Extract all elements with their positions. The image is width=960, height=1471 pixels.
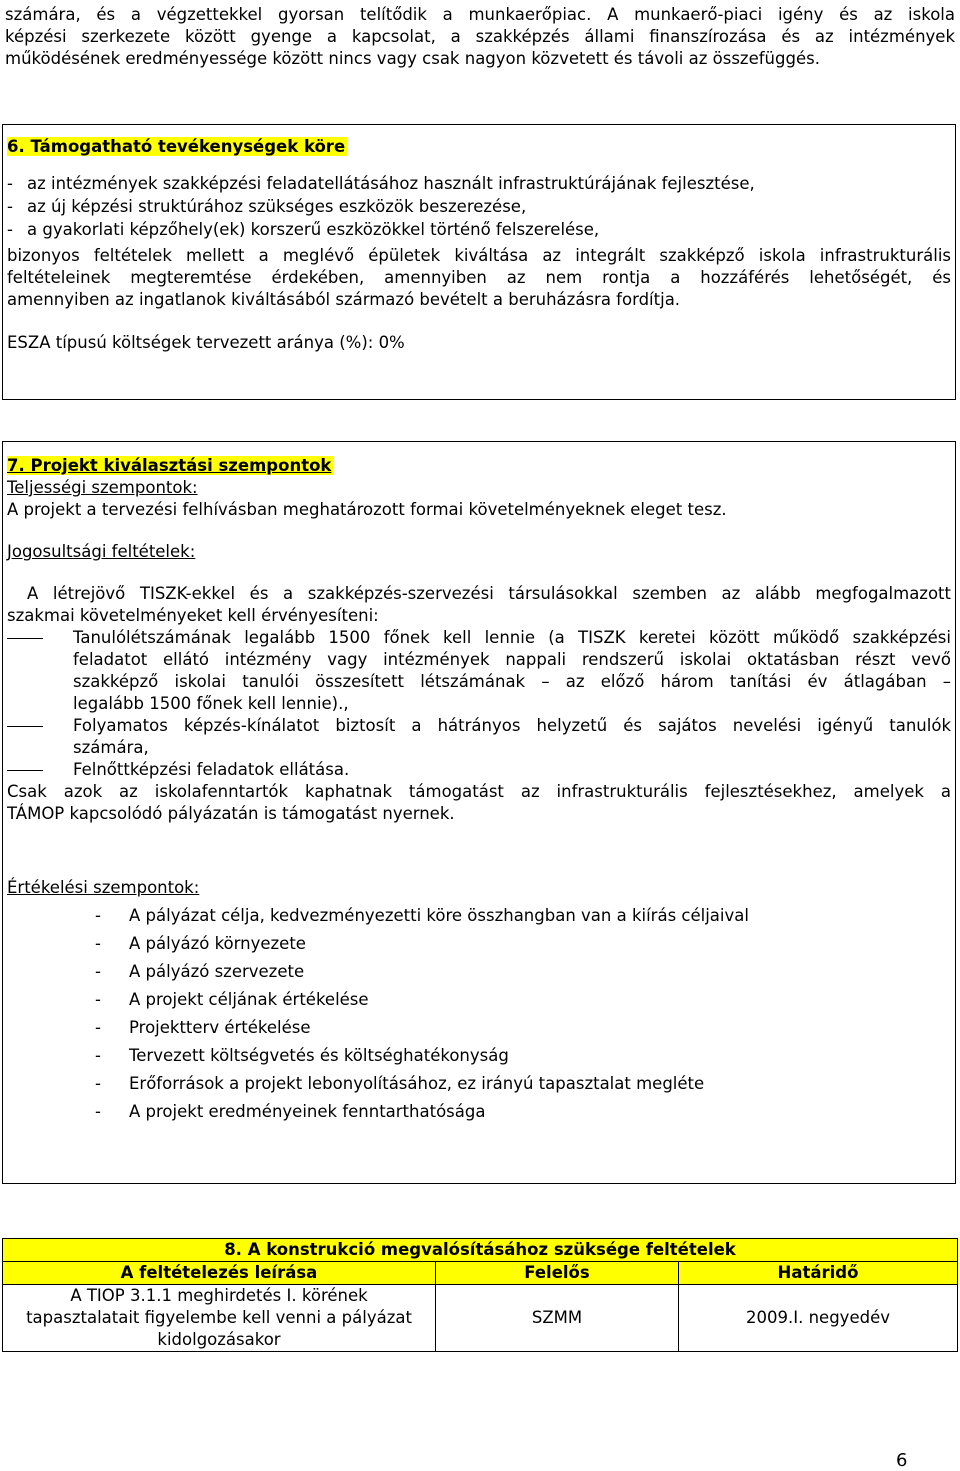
activity-item — [7, 219, 951, 241]
section-8-heading: 8. A konstrukció megvalósításához szüksége feltételek — [3, 1239, 958, 1262]
description-line: tapasztalatait figyelembe kell venni a pályázat — [26, 1308, 412, 1327]
activity-text: az intézmények szakképzési feladatellátásához használt infrastruktúrájának fejlesztése, — [27, 174, 755, 193]
bullet-line: Folyamatos képzés-kínálatot biztosít a hátrányos helyzetű és sajátos nevelési igényű tanulók — [73, 716, 951, 735]
intro-paragraph — [5, 4, 955, 70]
evaluation-text: Erőforrások a projekt lebonyolításához, ez irányú tapasztalat megléte — [129, 1074, 705, 1093]
column-header-deadline: Határidő — [679, 1262, 958, 1285]
dash-marker: - — [95, 962, 101, 981]
evaluation-text: Projektterv értékelése — [129, 1018, 311, 1037]
evaluation-list — [7, 905, 951, 1129]
eligibility-label: Jogosultsági feltételek: — [7, 542, 196, 561]
evaluation-item — [7, 1017, 951, 1045]
dash-marker: - — [95, 934, 101, 953]
paragraph-line: feltételeinek megteremtése érdekében, amennyiben az nem rontja a hozzáférés lehetőségét, és — [7, 268, 951, 287]
conditions-table — [2, 1238, 958, 1352]
description-cell — [3, 1285, 436, 1352]
evaluation-item — [7, 905, 951, 933]
column-header-description: A feltételezés leírása — [3, 1262, 436, 1285]
activity-text: az új képzési struktúrához szükséges eszközök beszerezése, — [27, 197, 527, 216]
column-header-responsible: Felelős — [436, 1262, 679, 1285]
evaluation-text: A pályázó környezete — [129, 934, 306, 953]
dash-marker: - — [95, 990, 101, 1009]
dash-marker — [7, 627, 73, 715]
intro-line: képzési szerkezete között gyenge a kapcsolat, a szakképzés állami finanszírozása és az intézmények — [5, 27, 955, 46]
evaluation-text: A projekt eredményeinek fenntarthatósága — [129, 1102, 486, 1121]
bullet-line: Tanulólétszámának legalább 1500 főnek kell lennie (a TISZK keretei között működő szakképzési — [73, 628, 951, 647]
bullet-line: szakképző iskolai tanulói összesített létszámának – az előző három tanítási év átlagában – — [73, 672, 951, 691]
activity-text: a gyakorlati képzőhely(ek) korszerű eszközökkel történő felszerelése, — [27, 220, 600, 239]
description-line: A TIOP 3.1.1 meghirdetés I. körének — [70, 1286, 368, 1305]
bullet-line: feladatot ellátó intézmény vagy intézmények nappali rendszerű iskolai oktatásban részt vevő — [73, 650, 951, 669]
evaluation-text: A pályázat célja, kedvezményezetti köre összhangban van a kiírás céljaival — [129, 906, 749, 925]
eligibility-bullet — [7, 759, 951, 781]
bullet-line: számára, — [73, 738, 149, 757]
dash-marker — [7, 715, 73, 759]
section-7-heading: 7. Projekt kiválasztási szempontok — [7, 456, 332, 475]
eligibility-bullet — [7, 627, 951, 715]
dash-marker: - — [95, 906, 101, 925]
table-row — [3, 1285, 958, 1352]
intro-line: működésének eredményessége között nincs vagy csak nagyon közvetett és távoli az összefüggés. — [5, 49, 820, 68]
completeness-label: Teljességi szempontok: — [7, 478, 198, 497]
evaluation-item — [7, 989, 951, 1017]
evaluation-item — [7, 961, 951, 989]
evaluation-item — [7, 1045, 951, 1073]
paragraph-line: amennyiben az ingatlanok kiváltásából származó bevételt a beruházásra fordítja. — [7, 290, 681, 309]
dash-marker: - — [95, 1102, 101, 1121]
evaluation-item — [7, 1073, 951, 1101]
dash-marker: - — [95, 1074, 101, 1093]
section-6-heading: 6. Támogatható tevékenységek köre — [7, 137, 346, 156]
evaluation-item — [7, 1101, 951, 1129]
support-text: Csak azok az iskolafenntartók kaphatnak támogatást az infrastrukturális fejlesztésekhez, amelyek a — [7, 782, 951, 801]
activity-item — [7, 173, 951, 195]
section-6-box — [2, 124, 956, 400]
bullet-line: legalább 1500 főnek kell lennie)., — [73, 694, 349, 713]
table-title-row — [3, 1239, 958, 1262]
support-text-cont: TÁMOP kapcsolódó pályázatán is támogatást nyernek. — [7, 804, 455, 823]
table-header-row — [3, 1262, 958, 1285]
dash-marker — [7, 759, 73, 781]
eligibility-intro: A létrejövő TISZK-ekkel és a szakképzés-szervezési társulásokkal szemben az alább megfogalmazott — [27, 584, 951, 603]
evaluation-text: A projekt céljának értékelése — [129, 990, 369, 1009]
evaluation-label: Értékelési szempontok: — [7, 878, 200, 897]
dash-marker: - — [7, 197, 13, 216]
description-line: kidolgozásakor — [157, 1330, 281, 1349]
completeness-text: A projekt a tervezési felhívásban meghatározott formai követelményeknek eleget tesz. — [7, 500, 727, 519]
intro-line: számára, és a végzettekkel gyorsan telítődik a munkaerőpiac. A munkaerő-piaci igény és az iskola — [5, 5, 955, 24]
dash-marker: - — [95, 1018, 101, 1037]
eligibility-intro-cont: szakmai követelményeket kell érvényesíteni: — [7, 606, 379, 625]
bullet-line: Felnőttképzési feladatok ellátása. — [73, 760, 350, 779]
section-7-box — [2, 441, 956, 1184]
page-number: 6 — [896, 1450, 908, 1471]
deadline-cell: 2009.I. negyedév — [679, 1285, 958, 1352]
evaluation-text: Tervezett költségvetés és költséghatékonyság — [129, 1046, 509, 1065]
dash-marker: - — [95, 1046, 101, 1065]
replacement-paragraph — [7, 245, 951, 311]
esza-ratio: ESZA típusú költségek tervezett aránya (%): 0% — [7, 333, 405, 352]
responsible-cell: SZMM — [436, 1285, 679, 1352]
dash-marker: - — [7, 174, 13, 193]
eligibility-bullet — [7, 715, 951, 759]
evaluation-text: A pályázó szervezete — [129, 962, 305, 981]
evaluation-item — [7, 933, 951, 961]
activity-item — [7, 196, 951, 218]
dash-marker: - — [7, 220, 13, 239]
paragraph-line: bizonyos feltételek mellett a meglévő épületek kiváltása az integrált szakképző iskola infrastrukturális — [7, 246, 951, 265]
